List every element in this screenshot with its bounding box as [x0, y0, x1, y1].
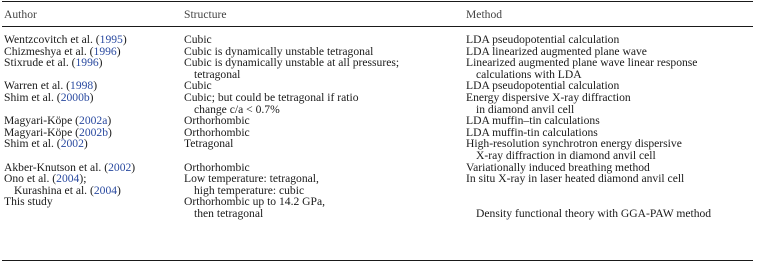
author-paren: ) [108, 125, 112, 139]
cell-structure-line: Cubic [184, 33, 212, 46]
cell-method [466, 57, 757, 80]
citation-year-link: 1995 [99, 33, 123, 46]
top-rule [2, 1, 753, 2]
cell-structure-line: Cubic; but could be tetragonal if ratio [184, 90, 359, 104]
citation-year-link: 2002 [108, 160, 132, 174]
cell-structure-line: Cubic is dynamically unstable tetragonal [184, 44, 374, 58]
cell-method-line: in diamond anvil cell [476, 102, 575, 116]
cell-method-line: High-resolution synchrotron energy dispersive [466, 137, 682, 151]
cell-structure-line: change c/a < 0.7% [194, 102, 280, 116]
author-paren: ) [98, 56, 103, 70]
cell-method-line: calculations with LDA [476, 67, 582, 81]
cell-structure-line: Orthorhombic [184, 125, 250, 139]
cell-structure [184, 92, 466, 115]
cell-method-line: LDA muffin–tin calculations [466, 114, 600, 128]
cell-method-line: Variationally induced breathing method [466, 160, 650, 174]
table-row [4, 115, 757, 127]
cell-structure-line: Cubic [184, 79, 212, 93]
cell-method [466, 92, 757, 115]
author-paren: ) [131, 160, 136, 174]
cell-structure [184, 138, 466, 161]
cell-structure [184, 115, 466, 127]
table-row [4, 196, 757, 219]
author-paren: ) [93, 79, 98, 93]
cell-structure-line: then tetragonal [194, 206, 264, 220]
author-paren: ) [117, 183, 121, 197]
author-paren: ) [107, 114, 112, 128]
citation-year-link: 2002b [79, 125, 108, 139]
cell-structure-line: high temperature: cubic [194, 183, 305, 197]
comparison-table [4, 4, 757, 220]
author-paren: ) [89, 90, 94, 104]
table-row [4, 173, 757, 196]
author-paren: ); [79, 172, 87, 186]
author-name: Wentzcovitch et al. ( [4, 33, 100, 46]
citation-year-link: 2000b [60, 90, 90, 104]
cell-method-line: Density functional theory with GGA-PAW method [476, 206, 712, 220]
cell-method-line: LDA pseudopotential calculation [466, 79, 620, 93]
cell-structure [184, 173, 466, 196]
cell-author [4, 173, 184, 196]
cell-method [466, 26, 757, 46]
table-row [4, 26, 757, 46]
cell-author [4, 57, 184, 80]
author-name: Warren et al. ( [4, 79, 71, 93]
cell-structure-line: Low temperature: tetragonal, [184, 172, 319, 186]
cell-method-line: Linearized augmented plane wave linear response [466, 56, 698, 70]
author-paren: ) [116, 44, 121, 58]
author-name: Ono et al. ( [4, 172, 57, 186]
cell-structure-line: tetragonal [194, 67, 241, 81]
table-body [4, 26, 757, 220]
cell-method-line: In situ X-ray in laser heated diamond anvil cell [466, 172, 685, 186]
cell-method [466, 173, 757, 196]
cell-method-line: X-ray diffraction in diamond anvil cell [476, 148, 656, 162]
author-name: Kurashina et al. ( [14, 183, 94, 197]
citation-year-link: 1996 [93, 44, 117, 58]
cell-method [466, 115, 757, 127]
bottom-rule [2, 260, 753, 261]
citation-year-link: 2002 [60, 137, 84, 151]
cell-structure [184, 57, 466, 80]
cell-structure-line: Tetragonal [184, 137, 234, 151]
author-name: Akber-Knutson et al. ( [4, 160, 109, 174]
header-author: Author [4, 8, 37, 22]
cell-author [4, 92, 184, 115]
cell-structure-line: Orthorhombic [184, 114, 250, 128]
author-paren: ) [122, 33, 127, 46]
citation-year-link: 2004 [56, 172, 80, 186]
cell-method [466, 138, 757, 161]
author-name: Magyari-Köpe ( [4, 114, 80, 128]
author-paren: ) [83, 137, 88, 151]
author-name: Shim et al. ( [4, 90, 61, 104]
author-name: Shim et al. ( [4, 137, 61, 151]
header-row [4, 4, 757, 26]
citation-year-link: 2002a [79, 114, 108, 128]
cell-author [4, 138, 184, 161]
cell-structure [184, 196, 466, 219]
cell-author [4, 26, 184, 46]
author-name: Stixrude et al. ( [4, 56, 76, 70]
cell-method [466, 196, 757, 219]
cell-structure [184, 26, 466, 46]
cell-method-line: LDA linearized augmented plane wave [466, 44, 647, 58]
cell-structure-line: Orthorhombic up to 14.2 GPa, [184, 195, 326, 209]
table-row [4, 138, 757, 161]
table-row [4, 80, 757, 92]
citation-year-link: 2004 [93, 183, 118, 197]
citation-year-link: 1996 [75, 56, 99, 70]
header-structure: Structure [184, 8, 227, 22]
table-row [4, 92, 757, 115]
author-name: Chizmeshya et al. ( [4, 44, 94, 58]
author-name: Magyari-Köpe ( [4, 125, 80, 139]
cell-method-line: LDA muffin-tin calculations [466, 125, 598, 139]
cell-method-line: LDA pseudopotential calculation [466, 33, 620, 46]
cell-author [4, 196, 184, 219]
cell-structure-line: Cubic is dynamically unstable at all pressures; [184, 56, 400, 70]
cell-structure-line: Orthorhombic [184, 160, 250, 174]
citation-year-link: 1998 [70, 79, 94, 93]
author-name: This study [4, 195, 53, 209]
header-method: Method [466, 8, 503, 22]
cell-method-line: Energy dispersive X-ray diffraction [466, 90, 631, 104]
table-row [4, 57, 757, 80]
